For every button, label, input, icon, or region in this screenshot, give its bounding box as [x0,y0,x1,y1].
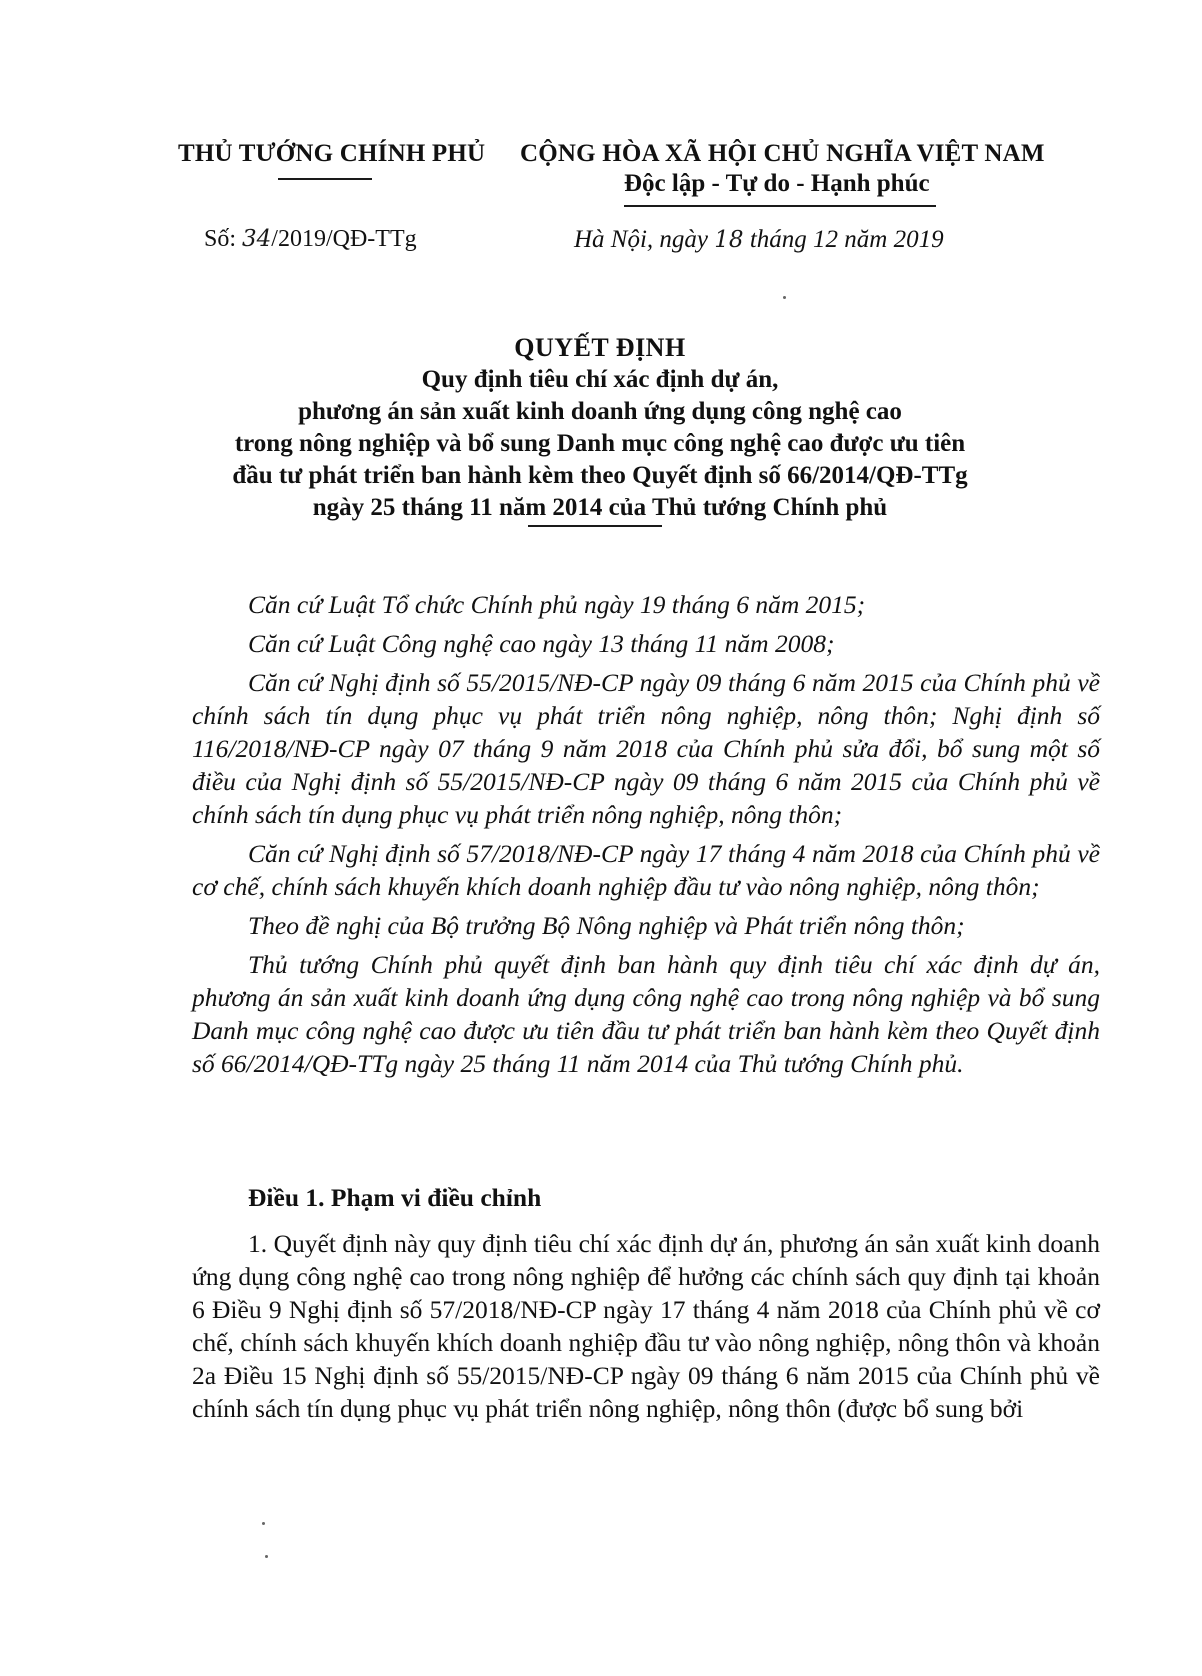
number-suffix: /2019/QĐ-TTg [271,226,417,252]
date-suffix: tháng 12 năm 2019 [743,226,944,253]
article-1-title: Điều 1. Phạm vi điều chỉnh [248,1183,542,1212]
title-underline [528,525,662,527]
document-date [574,226,944,254]
title-line: Quy định tiêu chí xác định dự án, [421,366,779,393]
article-1-body [192,1227,1100,1425]
title-line: trong nông nghiệp và bổ sung Danh mục công nghệ cao được ưu tiên [234,430,966,457]
national-motto: Độc lập - Tự do - Hạnh phúc [624,170,930,197]
preamble-clause: Căn cứ Nghị định số 55/2015/NĐ-CP ngày 09 tháng 6 năm 2015 của Chính phủ về chính sách tín dụng phục vụ phát triển nông nghiệp, nông thôn; Nghị định số 116/2018/NĐ-CP ngày 07 tháng 9 năm 2018 của Chính phủ sửa đổi, bổ sung một số điều của Nghị định số 55/2015/NĐ-CP ngày 09 tháng 6 năm 2015 của Chính phủ về chính sách tín dụng phục vụ phát triển nông nghiệp, nông thôn; [192,668,1100,829]
preamble-clause: Căn cứ Luật Công nghệ cao ngày 13 tháng 11 năm 2008; [248,629,835,658]
title-line: phương án sản xuất kinh doanh ứng dụng công nghệ cao [298,398,902,425]
motto-underline [624,205,936,207]
scan-speck [783,296,786,299]
article-1-paragraph: 1. Quyết định này quy định tiêu chí xác định dự án, phương án sản xuất kinh doanh ứng dụng công nghệ cao trong nông nghiệp để hưởng các chính sách quy định tại khoản 6 Điều 9 Nghị định số 57/2018/NĐ-CP ngày 17 tháng 4 năm 2018 của Chính phủ về cơ chế, chính sách khuyến khích doanh nghiệp đầu tư vào nông nghiệp, nông thôn và khoản 2a Điều 15 Nghị định số 55/2015/NĐ-CP ngày 09 tháng 6 năm 2015 của Chính phủ về chính sách tín dụng phục vụ phát triển nông nghiệp, nông thôn (được bổ sung bởi [192,1229,1100,1423]
scan-speck [265,1555,268,1558]
number-handwritten: 34 [242,226,272,252]
preamble-clause: Căn cứ Nghị định số 57/2018/NĐ-CP ngày 17 tháng 4 năm 2018 của Chính phủ về cơ chế, chính sách khuyến khích doanh nghiệp đầu tư vào nông nghiệp, nông thôn; [192,839,1100,901]
agency-underline [278,178,372,180]
preamble [192,588,1100,1086]
scan-speck [262,1522,265,1525]
title-main: QUYẾT ĐỊNH [514,333,686,362]
document-number [204,226,417,253]
country-name: CỘNG HÒA XÃ HỘI CHỦ NGHĨA VIỆT NAM [520,140,1045,167]
issuing-agency: THỦ TƯỚNG CHÍNH PHỦ [178,140,486,167]
number-prefix: Số: [204,226,243,252]
date-day-handwritten: 18 [714,227,744,253]
decision-title [190,332,1010,524]
preamble-clause: Thủ tướng Chính phủ quyết định ban hành quy định tiêu chí xác định dự án, phương án sản xuất kinh doanh ứng dụng công nghệ cao trong nông nghiệp và bổ sung Danh mục công nghệ cao được ưu tiên đầu tư phát triển ban hành kèm theo Quyết định số 66/2014/QĐ-TTg ngày 25 tháng 11 năm 2014 của Thủ tướng Chính phủ. [192,950,1100,1078]
date-prefix: Hà Nội, ngày [574,226,715,253]
preamble-clause: Theo đề nghị của Bộ trưởng Bộ Nông nghiệp và Phát triển nông thôn; [248,911,965,940]
title-line: đầu tư phát triển ban hành kèm theo Quyết định số 66/2014/QĐ-TTg [232,462,968,489]
title-line: ngày 25 tháng 11 năm 2014 của Thủ tướng Chính phủ [312,494,888,521]
preamble-clause: Căn cứ Luật Tổ chức Chính phủ ngày 19 tháng 6 năm 2015; [248,590,866,619]
